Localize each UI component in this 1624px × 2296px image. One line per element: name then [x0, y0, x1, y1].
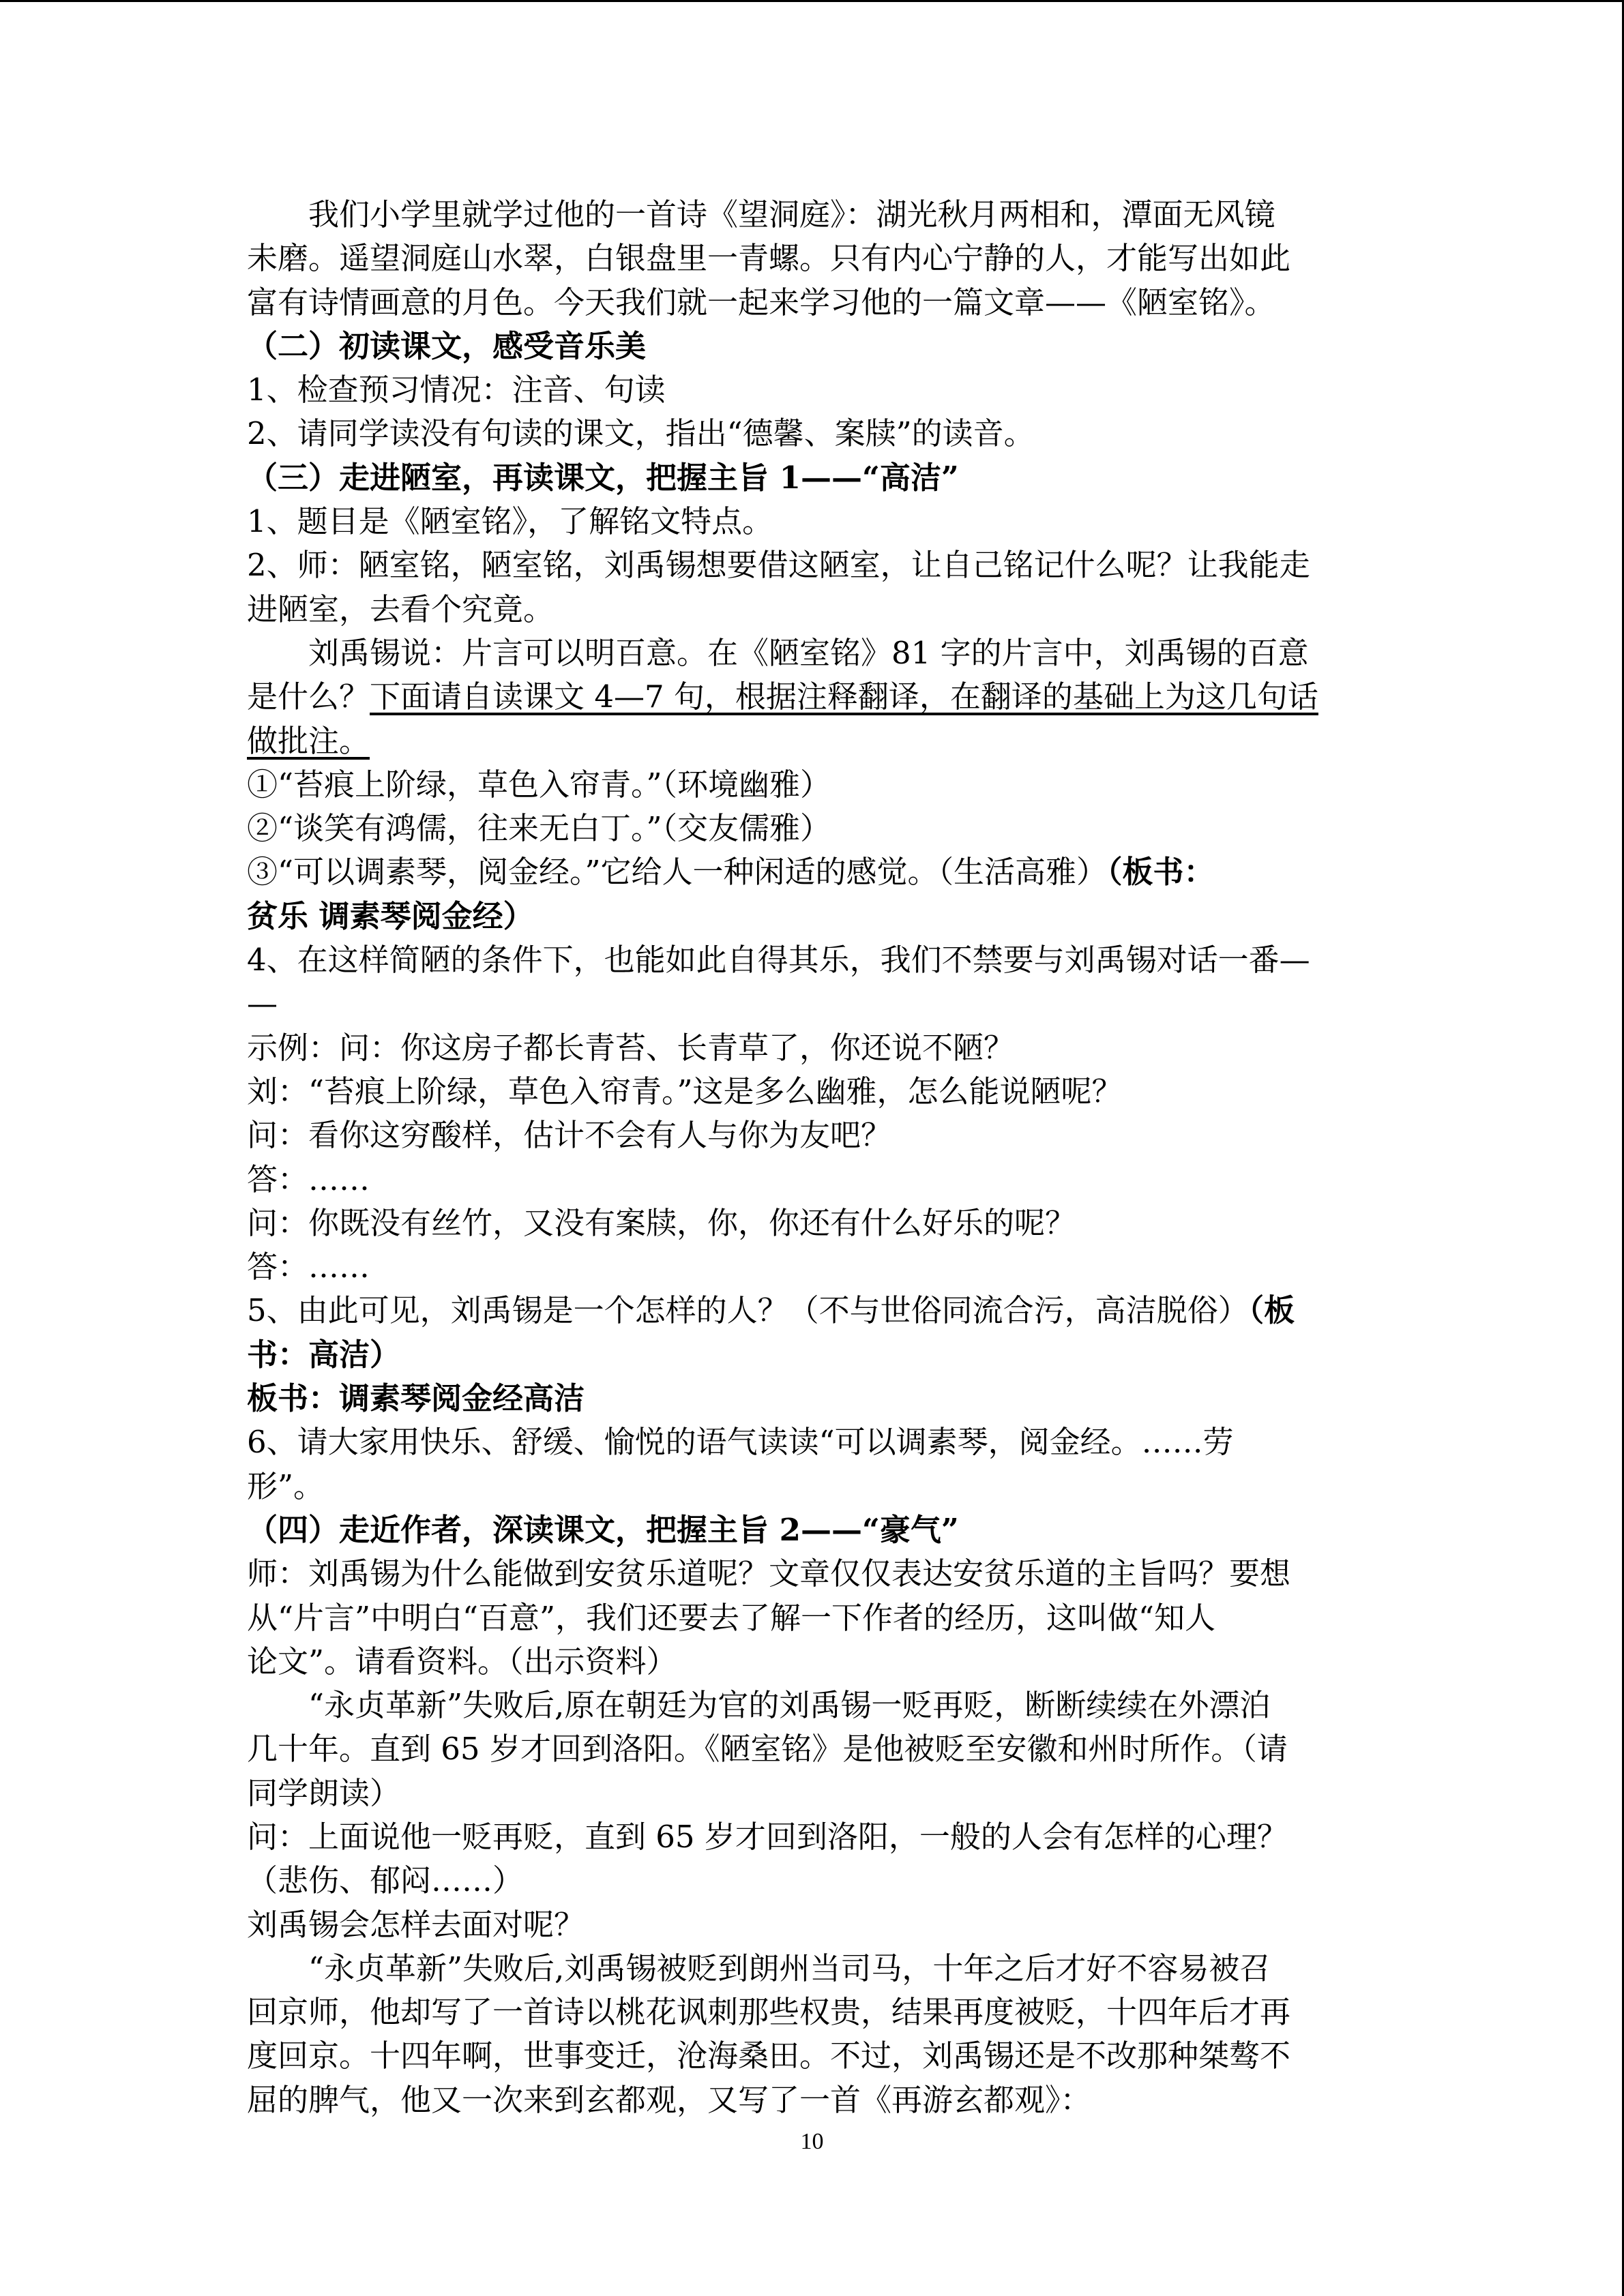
board-note: 贫乐 调素琴阅金经） [247, 897, 534, 934]
paragraph-line: 论文”。请看资料。（出示资料） [247, 1643, 677, 1680]
paragraph-line [247, 719, 1379, 763]
paragraph-line [247, 675, 1379, 719]
paragraph-line: 刘禹锡会怎样去面对呢？ [247, 1906, 585, 1943]
paragraph-line: 1、检查预习情况：注音、句读 [247, 372, 666, 408]
paragraph-line: “永贞革新”失败后,刘禹锡被贬到朗州当司马，十年之后才好不容易被召 [308, 1950, 1271, 1986]
paragraph-line: 刘禹锡说：片言可以明百意。在《陋室铭》81 字的片言中，刘禹锡的百意 [308, 634, 1309, 671]
paragraph-line: 形”。 [247, 1467, 325, 1504]
paragraph-line: “永贞革新”失败后,原在朝廷为官的刘禹锡一贬再贬，断断续续在外漂泊 [308, 1687, 1271, 1724]
paragraph-line: 问：上面说他一贬再贬，直到 65 岁才回到洛阳，一般的人会有怎样的心理？ [247, 1818, 1288, 1855]
paragraph-line [247, 1289, 1379, 1332]
section-heading-3: （三）走进陋室，再读课文，把握主旨 1——“高洁” [247, 459, 959, 496]
board-note: 书：高洁） [247, 1336, 401, 1373]
paragraph-line: 未磨。遥望洞庭山水翠，白银盘里一青螺。只有内心宁静的人，才能写出如此 [247, 240, 1291, 277]
page-number: 10 [800, 2129, 824, 2154]
dialogue-line: 答：…… [247, 1161, 370, 1197]
paragraph-line: （悲伤、郁闷……） [247, 1862, 524, 1899]
paragraph-line: 4、在这样简陋的条件下，也能如此自得其乐，我们不禁要与刘禹锡对话一番— [247, 942, 1310, 979]
dialogue-line: 问：看你这穷酸样，估计不会有人与你为友吧？ [247, 1117, 892, 1154]
paragraph-line: 富有诗情画意的月色。今天我们就一起来学习他的一篇文章——《陋室铭》。 [247, 284, 1275, 320]
board-note: （板书： [1107, 854, 1215, 891]
annotation-item-2: ②“谈笑有鸿儒，往来无白丁。”（交友儒雅） [247, 810, 831, 847]
underlined-instruction: 下面请自读课文 4—7 句，根据注释翻译，在翻译的基础上为这几句话 [370, 679, 1318, 715]
text-segment: ③“可以调素琴，阅金经。”它给人一种闲适的感觉。（生活高雅） [247, 854, 1108, 891]
dialogue-line: 示例：问：你这房子都长青苔、长青草了，你还说不陋？ [247, 1029, 1015, 1066]
paragraph-line: 度回京。十四年啊，世事变迁，沧海桑田。不过，刘禹锡还是不改那种桀骜不 [247, 2038, 1291, 2074]
paragraph-line: 从“片言”中明白“百意”，我们还要去了解一下作者的经历，这叫做“知人 [247, 1599, 1216, 1636]
board-summary: 板书：调素琴阅金经高洁 [247, 1380, 585, 1417]
board-note: （板 [1248, 1292, 1295, 1329]
underlined-instruction: 做批注。 [247, 722, 370, 759]
paragraph-line: 几十年。直到 65 岁才回到洛阳。《陋室铭》是他被贬至安徽和州时所作。（请 [247, 1731, 1288, 1768]
paragraph-line: 2、师：陋室铭，陋室铭，刘禹锡想要借这陋室，让自己铭记什么呢？让我能走 [247, 547, 1310, 584]
top-border-line [0, 0, 1624, 2]
annotation-item-1: ①“苔痕上阶绿，草色入帘青。”（环境幽雅） [247, 766, 831, 803]
paragraph-line: 同学朗读） [247, 1774, 401, 1811]
text-segment: 5、由此可见，刘禹锡是一个怎样的人？（不与世俗同流合污，高洁脱俗） [247, 1292, 1249, 1329]
document-body [247, 193, 1379, 2122]
paragraph-line: 我们小学里就学过他的一首诗《望洞庭》：湖光秋月两相和，潭面无风镜 [308, 196, 1275, 233]
paragraph-line: 2、请同学读没有句读的课文，指出“德馨、案牍”的读音。 [247, 415, 1035, 452]
dialogue-line: 答：…… [247, 1249, 370, 1285]
paragraph-line: — [247, 985, 278, 1022]
paragraph-line: 回京师，他却写了一首诗以桃花讽刺那些权贵，结果再度被贬，十四年后才再 [247, 1994, 1291, 2031]
section-heading-2: （二）初读课文，感受音乐美 [247, 327, 647, 364]
paragraph-line: 6、请大家用快乐、舒缓、愉悦的语气读读“可以调素琴，阅金经。……劳 [247, 1424, 1234, 1461]
paragraph-line: 师：刘禹锡为什么能做到安贫乐道呢？文章仅仅表达安贫乐道的主旨吗？要想 [247, 1555, 1291, 1592]
paragraph-line: 屈的脾气，他又一次来到玄都观，又写了一首《再游玄都观》： [247, 2081, 1091, 2118]
paragraph-line: 1、题目是《陋室铭》，了解铭文特点。 [247, 503, 773, 540]
dialogue-line: 问：你既没有丝竹，又没有案牍，你，你还有什么好乐的呢？ [247, 1204, 1076, 1241]
text-segment: 是什么？ [247, 679, 370, 715]
section-heading-4: （四）走近作者，深读课文，把握主旨 2——“豪气” [247, 1511, 959, 1548]
annotation-item-3 [247, 850, 1379, 894]
dialogue-line: 刘：“苔痕上阶绿，草色入帘青。”这是多么幽雅，怎么能说陋呢？ [247, 1073, 1123, 1109]
paragraph-line: 进陋室，去看个究竟。 [247, 591, 555, 627]
